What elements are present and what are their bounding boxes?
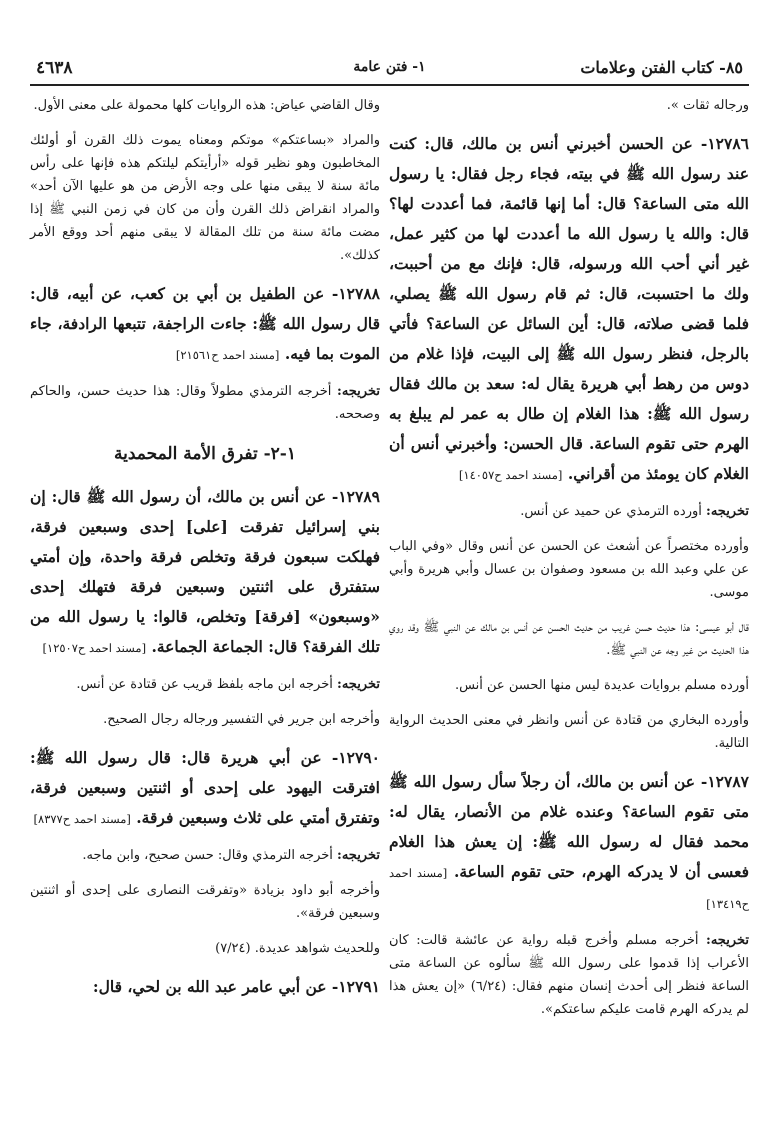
note-text: وأخرجه أبو داود بزيادة «وتفرقت النصارى على إحدى أو اثنتين وسبعين فرقة». (30, 883, 380, 921)
commentary-note (30, 937, 380, 960)
commentary-note (389, 709, 749, 755)
note-text: وقال القاضي عياض: هذه الروايات كلها محمولة على معنى الأول. (33, 98, 380, 113)
hadith-entry (389, 129, 749, 490)
note-text: أورده مسلم بروايات عديدة ليس منها الحسن عن أنس. (454, 678, 749, 693)
hadith-reference: [مسند احمد ح٨٣٧٧] (33, 812, 131, 826)
hadith-text: - عن أبي هريرة قال: قال رسول الله ﷺ: افترقت اليهود على إحدى أو اثنتين وسبعين فرقة، وتفترق أمتي على ثلاث وسبعين فرقة. (30, 748, 380, 827)
hadith-text: - عن أبي عامر عبد الله بن لحي، قال: (92, 977, 339, 996)
note-text: وللحديث شواهد عديدة. (٧/٢٤) (215, 941, 380, 956)
note-text: أخرجه ابن ماجه بلفظ قريب عن قتادة عن أنس. (76, 677, 333, 692)
commentary-note (30, 129, 380, 267)
note-text: قال أبو عيسى: هذا حديث حسن غريب من حديث الحسن عن أنس بن مالك عن النبي ﷺ وقد روي هذا الحديث من غير وجه عن النبي ﷺ. (389, 620, 749, 658)
hadith-number: ١٢٧٨٩ (338, 487, 380, 506)
left-column (30, 94, 380, 1012)
hadith-entry (30, 743, 380, 834)
note-text: أخرجه الترمذي وقال: حسن صحيح، وابن ماجه. (82, 848, 333, 863)
hadith-reference: [مسند احمد ح٢١٥٦١] (175, 348, 280, 362)
hadith-number: ١٢٧٨٦ (707, 134, 749, 153)
hadith-number: ١٢٧٩١ (338, 977, 380, 996)
takhrij-label: تخريجه: (337, 384, 380, 399)
hadith-text: - عن أنس بن مالك، أن رسول الله ﷺ قال: إن بني إسرائيل تفرقت [على] إحدى وسبعين فرقة، فهلكت سبعون فرقة وتخلص فرقة واحدة، وإن أمتي ستفترق على اثنتين وسبعين فرقة فتهلك إحدى «وسبعون» [فرقة] وتخلص، قالوا: يا رسول الله من تلك الفرقة؟ قال: الجماعة الجماعة. (30, 487, 380, 656)
hadith-entry (30, 972, 380, 1002)
hadith-entry (389, 767, 749, 919)
page-number: ٤٦٣٨ (36, 58, 73, 78)
right-column (389, 94, 749, 1033)
hadith-number: ١٢٧٨٧ (707, 772, 749, 791)
commentary-note (389, 535, 749, 604)
note-text: والمراد «بساعتكم» موتكم ومعناه يموت ذلك القرن أو أولئك المخاطبون وهو نظير قوله «أرأيتكم ليلتكم هذه فإنها على رأس مائة سنة لا يبقى منها على وجه الأرض من هو عليها الآن أحد» والمراد انقراض ذلك القرن وأن من كان في زمن النبي ﷺ إذا مضت مائة سنة من تلك المقالة لا يبقى منهم أحد ووقع الأمر كذلك». (30, 133, 380, 263)
commentary-note (30, 844, 380, 867)
note-text: وأورده البخاري من قتادة عن أنس وانظر في معنى الحديث الرواية التالية. (389, 713, 749, 751)
commentary-note (389, 500, 749, 523)
commentary-note (30, 94, 380, 117)
takhrij-label: تخريجه: (706, 504, 749, 519)
hadith-number: ١٢٧٩٠ (338, 748, 380, 767)
hadith-reference: [مسند احمد ح١٤٠٥٧] (458, 468, 563, 482)
note-text: أخرجه الترمذي مطولاً وقال: هذا حديث حسن، والحاكم وصححه. (30, 384, 380, 422)
commentary-note (389, 616, 749, 662)
section-heading: ١-٢- تفرق الأمة المحمدية (114, 444, 296, 464)
hadith-text: - عن الحسن أخبرني أنس بن مالك، قال: كنت عند رسول الله ﷺ في بيته، فجاء رجل فقال: يا رسول الله متى الساعة؟ قال: أما إنها قائمة، فما أعددت لها؟ قال: والله يا رسول الله ما أعددت لها من كثير عمل، غير أني أحب الله ورسوله، قال: فإنك مع من أحببت، ولك ما احتسبت، قال: ثم قام رسول الله ﷺ يصلي، فلما قضى صلاته، قال: أين السائل عن الساعة؟ فأتي بالرجل، فنظر رسول الله ﷺ إلى البيت، فإذا غلام من دوس من رهط أبي هريرة يقال له: سعد بن مالك فقال رسول الله ﷺ: هذا الغلام إن طال به عمر لم يبلغ به الهرم حتى تقوم الساعة. قال الحسن: وأخبرني أنس أن الغلام كان يومئذ من أقراني. (389, 134, 749, 483)
takhrij-label: تخريجه: (337, 848, 380, 863)
commentary-note (30, 380, 380, 426)
note-text: أورده الترمذي عن حميد عن أنس. (520, 504, 702, 519)
commentary-note (389, 94, 749, 117)
hadith-reference: [مسند احمد ح١٢٥٠٧] (42, 641, 147, 655)
note-text: وأخرجه ابن جرير في التفسير ورجاله رجال الصحيح. (103, 712, 380, 727)
hadith-entry (30, 279, 380, 370)
hadith-entry (30, 482, 380, 663)
commentary-note (30, 708, 380, 731)
note-text: أخرجه مسلم وأخرج قبله رواية عن عائشة قالت: كان الأعراب إذا قدموا على رسول الله ﷺ سألوه عن الساعة متى الساعة فنظر إلى أحدث إنسان منهم فقال: (٦/٢٤) «إن يعش هذا لم يدركه الهرم قامت عليكم ساعتكم». (389, 933, 750, 1017)
takhrij-label: تخريجه: (337, 677, 380, 692)
takhrij-label: تخريجه: (706, 933, 749, 948)
hadith-text: - عن أنس بن مالك، أن رجلاً سأل رسول الله ﷺ متى تقوم الساعة؟ وعنده غلام من الأنصار، يقال له: محمد فقال له رسول الله ﷺ: إن يعش هذا الغلام فعسى أن لا يدركه الهرم، حتى تقوم الساعة. (389, 772, 749, 881)
commentary-note (389, 929, 749, 1021)
running-header (30, 58, 749, 86)
note-text: وأورده مختصراً عن أشعث عن الحسن عن أنس وقال «وفي الباب عن علي وعبد الله بن مسعود وصفوان بن عسال وأبي هريرة وأبي موسى. (389, 539, 749, 600)
section-label: ١- فتن عامة (353, 59, 426, 75)
commentary-note (30, 673, 380, 696)
hadith-reference: [مسند احمد ح١٣٤١٩] (389, 866, 749, 911)
hadith-number: ١٢٧٨٨ (338, 284, 380, 303)
book-title: ٨٥- كتاب الفتن وعلامات (580, 58, 743, 77)
note-text: ورجاله ثقات ». (666, 98, 749, 113)
commentary-note (30, 879, 380, 925)
commentary-note (389, 674, 749, 697)
hadith-text: - عن الطفيل بن أبي بن كعب، عن أبيه، قال: قال رسول الله ﷺ: جاءت الراجفة، تتبعها الرادفة، جاء الموت بما فيه. (30, 284, 380, 363)
